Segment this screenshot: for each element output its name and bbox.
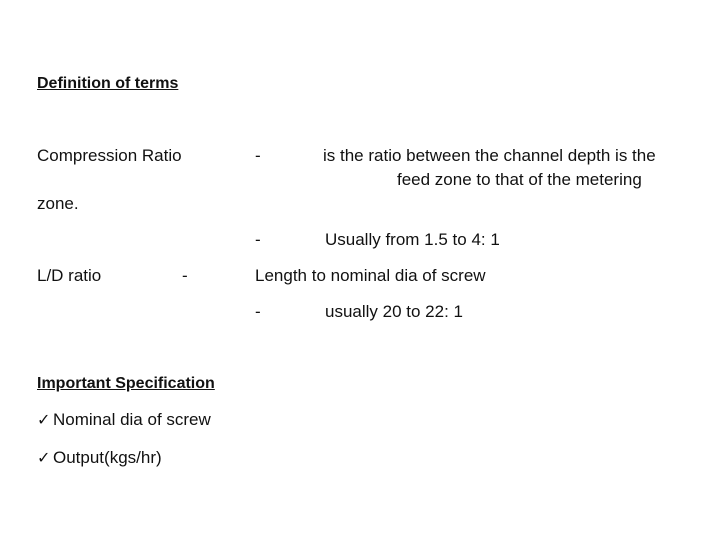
ld-usual-dash: - [255, 302, 261, 321]
compression-ratio-term: Compression Ratio [37, 146, 182, 165]
compression-ratio-definition-line1: is the ratio between the channel depth is the [323, 146, 656, 165]
compression-ratio-dash: - [255, 146, 261, 165]
checkmark-icon: ✓ [37, 412, 51, 429]
ld-ratio-definition: Length to nominal dia of screw [255, 266, 486, 285]
ld-usual-text: usually 20 to 22: 1 [325, 302, 463, 321]
spec-item-label: Output(kgs/hr) [53, 448, 162, 467]
compression-ratio-definition-line2: feed zone to that of the metering [397, 170, 642, 189]
compression-ratio-definition-line3: zone. [37, 194, 79, 213]
ld-ratio-dash: - [182, 266, 188, 285]
specification-heading: Important Specification [37, 375, 215, 392]
spec-item-label: Nominal dia of screw [53, 410, 211, 429]
compression-usual-dash: - [255, 230, 261, 249]
spec-item [37, 410, 211, 431]
checkmark-icon: ✓ [37, 450, 51, 467]
definitions-heading: Definition of terms [37, 75, 179, 92]
compression-usual-text: Usually from 1.5 to 4: 1 [325, 230, 500, 249]
spec-item [37, 448, 162, 469]
ld-ratio-term: L/D ratio [37, 266, 102, 285]
